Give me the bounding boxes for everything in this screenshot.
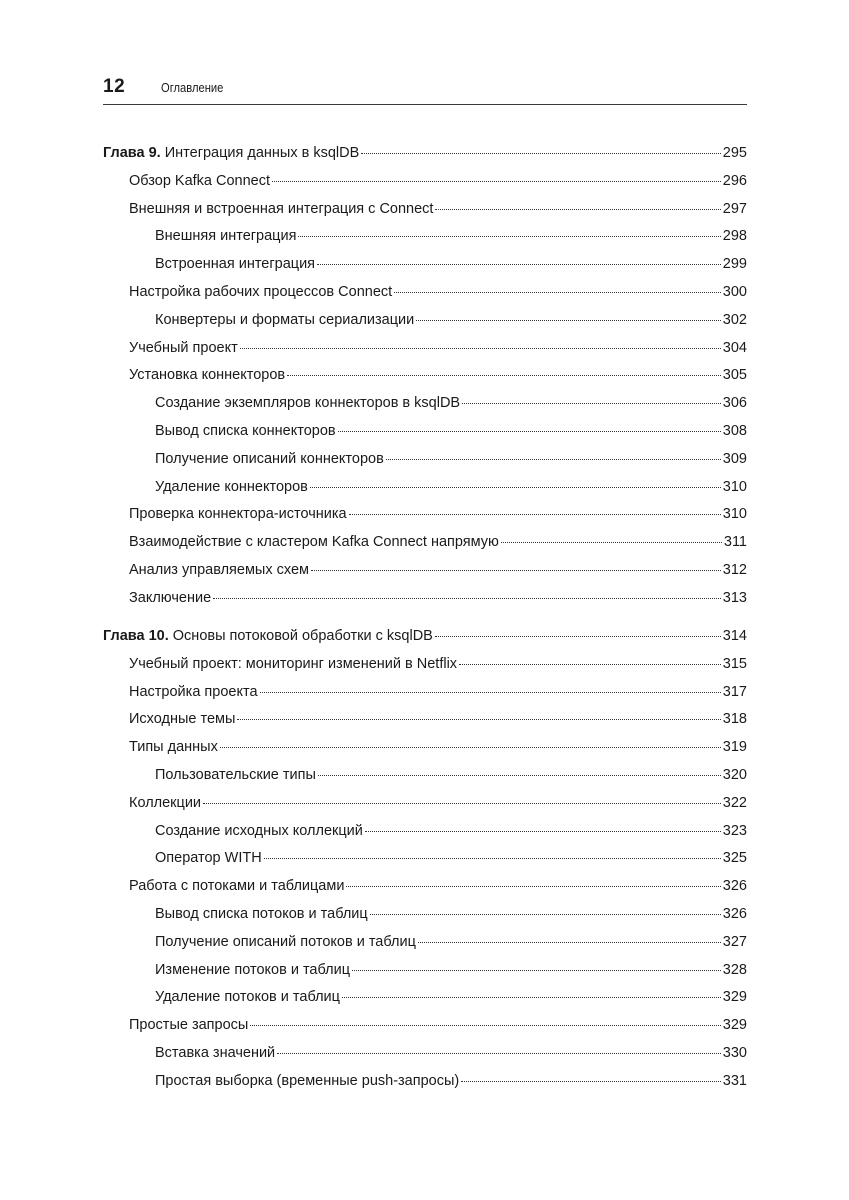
toc-entry-title	[129, 706, 235, 734]
toc-entry-title	[155, 957, 350, 985]
toc-title-text: Простая выборка (временные push-запросы)	[155, 1072, 460, 1089]
toc-page-number: 326	[722, 906, 747, 923]
toc-title-text: Исходные темы	[129, 711, 236, 728]
dot-leader	[349, 514, 721, 515]
toc-page-number: 317	[722, 683, 747, 700]
toc-entry[interactable]	[103, 418, 747, 446]
toc-entry-title	[155, 901, 368, 929]
toc-page-number: 311	[723, 534, 747, 551]
dot-leader	[462, 403, 721, 404]
toc-entry[interactable]	[103, 901, 747, 929]
toc-entry-title	[129, 790, 201, 818]
toc-entry[interactable]	[103, 223, 747, 251]
toc-entry-title	[129, 279, 392, 307]
toc-entry[interactable]	[103, 984, 747, 1012]
dot-leader	[310, 487, 721, 488]
toc-title-text: Анализ управляемых схем	[129, 561, 309, 578]
toc-page-number: 325	[722, 850, 747, 867]
dot-leader	[435, 209, 720, 210]
dot-leader	[213, 598, 721, 599]
toc-page-number: 297	[722, 200, 747, 217]
dot-leader	[435, 636, 721, 637]
toc-entry-title	[129, 734, 218, 762]
toc-entry[interactable]	[103, 929, 747, 957]
toc-title-text: Настройка проекта	[129, 683, 258, 700]
toc-entry-title	[155, 984, 340, 1012]
toc-entry[interactable]	[103, 957, 747, 985]
toc-title-text: Внешняя интеграция	[155, 228, 297, 245]
dot-leader	[220, 747, 721, 748]
toc-page-number: 318	[722, 711, 747, 728]
toc-entry-title	[155, 1040, 275, 1068]
toc-title-text: Внешняя и встроенная интеграция с Connect	[129, 200, 434, 217]
toc-title-text: Интеграция данных в ksqlDB	[160, 145, 360, 161]
toc-page-number: 308	[722, 422, 747, 439]
toc-title-text: Конвертеры и форматы сериализации	[155, 311, 415, 328]
dot-leader	[287, 375, 721, 376]
toc-page-number: 314	[722, 628, 747, 645]
toc-entry[interactable]	[103, 651, 747, 679]
toc-entry-title	[155, 251, 315, 279]
dot-leader	[352, 970, 721, 971]
dot-leader	[298, 236, 720, 237]
toc-chapter-entry[interactable]	[103, 623, 747, 651]
toc-entry[interactable]	[103, 873, 747, 901]
dot-leader	[318, 775, 721, 776]
table-of-contents	[103, 140, 747, 1096]
toc-entry[interactable]	[103, 585, 747, 613]
toc-entry[interactable]	[103, 307, 747, 335]
toc-entry[interactable]	[103, 1012, 747, 1040]
dot-leader	[237, 719, 720, 720]
toc-title-text: Получение описаний коннекторов	[155, 450, 384, 467]
running-title: Оглавление	[161, 80, 224, 95]
toc-entry[interactable]	[103, 474, 747, 502]
toc-page-number: 319	[722, 739, 747, 756]
toc-title-text: Простые запросы	[129, 1017, 249, 1034]
dot-leader	[277, 1053, 721, 1054]
dot-leader	[264, 858, 721, 859]
toc-page-number: 323	[722, 822, 747, 839]
chapter-label: Глава 10.	[103, 628, 169, 645]
toc-title-text: Получение описаний потоков и таблиц	[155, 933, 416, 950]
toc-page-number: 305	[722, 367, 747, 384]
toc-title-text: Типы данных	[129, 739, 218, 756]
toc-entry-title	[129, 1012, 248, 1040]
dot-leader	[459, 664, 721, 665]
toc-title-text: Встроенная интеграция	[155, 256, 316, 273]
toc-entry[interactable]	[103, 1068, 747, 1096]
toc-page-number: 300	[722, 283, 747, 300]
toc-entry[interactable]	[103, 251, 747, 279]
toc-entry-title	[129, 873, 344, 901]
toc-entry-title	[129, 557, 309, 585]
dot-leader	[317, 264, 721, 265]
toc-page-number: 331	[722, 1072, 747, 1089]
dot-leader	[394, 292, 721, 293]
toc-entry[interactable]	[103, 335, 747, 363]
dot-leader	[338, 431, 721, 432]
page-number: 12	[103, 76, 126, 97]
dot-leader	[501, 542, 722, 543]
toc-entry[interactable]	[103, 557, 747, 585]
toc-entry[interactable]	[103, 790, 747, 818]
dot-leader	[361, 153, 721, 154]
toc-title-text: Основы потоковой обработки с ksqlDB	[168, 628, 433, 645]
toc-title-text: Создание исходных коллекций	[155, 822, 363, 839]
toc-entry-title	[155, 390, 460, 418]
toc-entry-title	[129, 585, 211, 613]
toc-entry[interactable]	[103, 279, 747, 307]
toc-title-text: Пользовательские типы	[155, 767, 316, 784]
toc-title-text: Заключение	[129, 589, 212, 606]
toc-title-text: Создание экземпляров коннекторов в ksqlDB	[155, 395, 461, 412]
toc-entry[interactable]	[103, 1040, 747, 1068]
dot-leader	[418, 942, 721, 943]
toc-page-number: 299	[722, 256, 747, 273]
toc-page-number: 309	[722, 450, 747, 467]
toc-page-number: 329	[722, 1017, 747, 1034]
toc-title-text: Работа с потоками и таблицами	[129, 878, 345, 895]
toc-title-text: Вывод списка коннекторов	[155, 422, 336, 439]
toc-entry-title	[155, 762, 316, 790]
toc-title-text: Вывод списка потоков и таблиц	[155, 906, 368, 923]
toc-page-number: 312	[722, 561, 747, 578]
toc-title-text: Удаление потоков и таблиц	[155, 989, 340, 1006]
toc-title-text: Учебный проект: мониторинг изменений в Netflix	[129, 655, 458, 672]
dot-leader	[416, 320, 721, 321]
toc-page-number: 310	[722, 506, 747, 523]
dot-leader	[250, 1025, 720, 1026]
toc-entry[interactable]	[103, 818, 747, 846]
toc-title-text: Настройка рабочих процессов Connect	[129, 283, 393, 300]
toc-title-text: Проверка коннектора-источника	[129, 506, 347, 523]
toc-title-text: Изменение потоков и таблиц	[155, 961, 351, 978]
toc-entry-title	[129, 679, 258, 707]
toc-entry-title	[155, 474, 308, 502]
toc-page-number: 296	[722, 172, 747, 189]
toc-page-number: 298	[722, 228, 747, 245]
dot-leader	[342, 997, 721, 998]
toc-entry-title	[129, 335, 238, 363]
toc-page-number: 315	[722, 655, 747, 672]
dot-leader	[365, 831, 721, 832]
toc-title-text: Установка коннекторов	[129, 367, 286, 384]
toc-page-number: 295	[722, 145, 747, 161]
toc-title-text: Вставка значений	[155, 1045, 276, 1061]
toc-entry-title	[129, 651, 457, 679]
toc-entry[interactable]	[103, 196, 747, 224]
dot-leader	[240, 348, 721, 349]
toc-entry-title	[129, 501, 347, 529]
toc-entry-title	[155, 446, 384, 474]
dot-leader	[386, 459, 721, 460]
toc-page-number: 306	[722, 395, 747, 412]
toc-entry-title	[155, 418, 336, 446]
toc-entry-title	[103, 140, 359, 168]
toc-entry-title	[155, 1068, 459, 1096]
toc-entry[interactable]	[103, 845, 747, 873]
toc-page-number: 326	[722, 878, 747, 895]
toc-entry[interactable]	[103, 390, 747, 418]
toc-entry-title	[155, 818, 363, 846]
toc-page-number: 322	[722, 794, 747, 811]
toc-entry-title	[129, 362, 285, 390]
dot-leader	[346, 886, 720, 887]
toc-entry[interactable]	[103, 734, 747, 762]
toc-page-number: 329	[722, 989, 747, 1006]
toc-entry[interactable]	[103, 706, 747, 734]
toc-page-number: 328	[722, 961, 747, 978]
toc-entry-title	[129, 168, 270, 196]
dot-leader	[311, 570, 721, 571]
toc-entry[interactable]	[103, 362, 747, 390]
toc-entry-title	[103, 623, 433, 651]
toc-title-text: Учебный проект	[129, 339, 238, 356]
toc-title-text: Коллекции	[129, 794, 202, 811]
toc-page-number: 304	[722, 339, 747, 356]
toc-entry-title	[129, 196, 433, 224]
toc-page-number: 330	[722, 1045, 747, 1061]
toc-entry-title	[155, 223, 296, 251]
dot-leader	[203, 803, 721, 804]
toc-entry[interactable]	[103, 529, 747, 557]
toc-title-text: Взаимодействие с кластером Kafka Connect напрямую	[129, 534, 499, 551]
toc-chapter-entry[interactable]	[103, 140, 747, 168]
toc-entry-title	[129, 529, 499, 557]
toc-entry-title	[155, 845, 262, 873]
page-header	[103, 76, 747, 105]
dot-leader	[370, 914, 721, 915]
toc-page-number: 327	[722, 933, 747, 950]
toc-page-number: 313	[722, 589, 747, 606]
dot-leader	[260, 692, 721, 693]
toc-entry[interactable]	[103, 762, 747, 790]
toc-page-number: 310	[722, 478, 747, 495]
dot-leader	[461, 1081, 721, 1082]
toc-entry[interactable]	[103, 679, 747, 707]
toc-entry[interactable]	[103, 168, 747, 196]
chapter-label: Глава 9.	[103, 145, 161, 161]
toc-entry[interactable]	[103, 501, 747, 529]
dot-leader	[272, 181, 721, 182]
toc-title-text: Удаление коннекторов	[155, 478, 308, 495]
toc-page-number: 302	[722, 311, 747, 328]
toc-entry-title	[155, 929, 416, 957]
toc-title-text: Обзор Kafka Connect	[129, 172, 271, 189]
toc-entry[interactable]	[103, 446, 747, 474]
toc-page-number: 320	[722, 767, 747, 784]
toc-entry-title	[155, 307, 414, 335]
toc-title-text: Оператор WITH	[155, 850, 262, 867]
